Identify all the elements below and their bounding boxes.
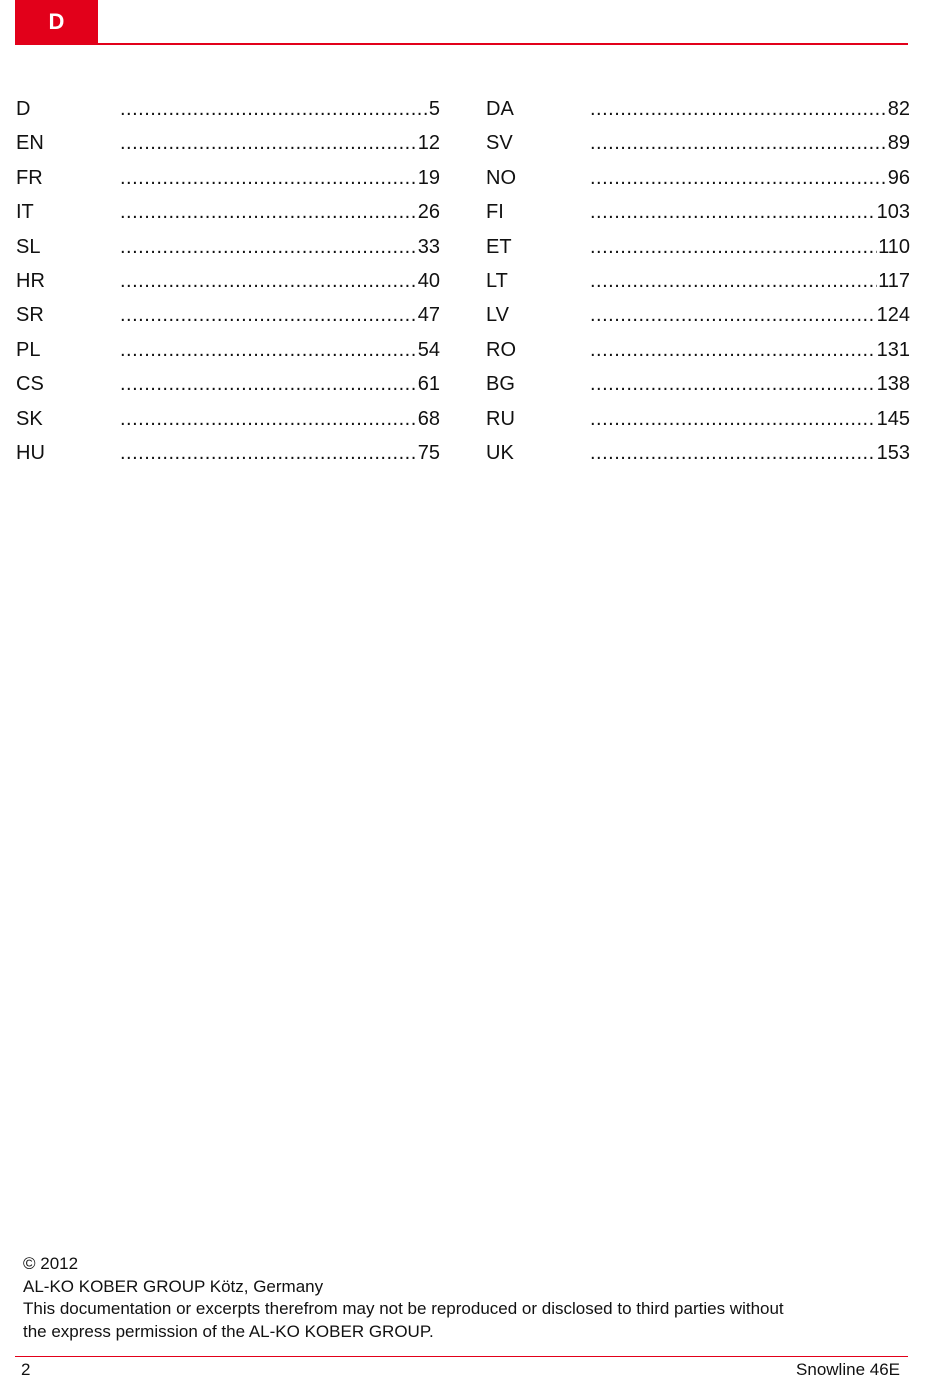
toc-leader-dots xyxy=(590,367,876,401)
toc-page-number: 12 xyxy=(417,132,440,155)
toc-leader-dots xyxy=(120,402,417,436)
toc-entry[interactable] xyxy=(486,333,910,367)
toc-entry[interactable] xyxy=(486,298,910,332)
notice-line-2: the express permission of the AL-KO KOBER GROUP. xyxy=(23,1321,434,1341)
toc-page-number: 33 xyxy=(417,235,440,258)
toc-page-number: 103 xyxy=(876,201,910,224)
toc-page-number: 117 xyxy=(878,269,910,292)
toc-language-code: DA xyxy=(486,98,514,120)
toc-entry[interactable] xyxy=(16,402,440,436)
toc-leader-dots xyxy=(120,161,417,195)
toc-entry[interactable] xyxy=(486,161,910,195)
toc-language-code: SK xyxy=(16,407,43,430)
toc-leader-dots xyxy=(590,92,887,126)
toc-page-number: 131 xyxy=(876,338,910,361)
toc-page-number: 153 xyxy=(876,441,910,464)
toc-language-code: EN xyxy=(16,132,44,155)
toc-language-code: PL xyxy=(16,338,41,361)
toc-language-code: CS xyxy=(16,373,44,396)
toc-page-number: 89 xyxy=(887,132,910,155)
toc-leader-dots xyxy=(590,230,877,264)
toc-leader-dots xyxy=(120,298,417,332)
toc-page-number: 40 xyxy=(417,269,440,292)
toc-entry[interactable] xyxy=(16,126,440,160)
toc-language-code: SV xyxy=(486,132,513,155)
toc-leader-dots xyxy=(120,367,417,401)
toc-page-number: 26 xyxy=(417,201,440,224)
toc-page-number: 75 xyxy=(417,441,440,464)
toc-language-code: LV xyxy=(486,304,509,327)
toc-entry[interactable] xyxy=(16,230,440,264)
toc-leader-dots xyxy=(590,126,887,160)
toc-page-number: 138 xyxy=(876,373,910,396)
toc-language-code: FI xyxy=(486,201,504,224)
footer-divider xyxy=(15,1356,908,1357)
toc-entry[interactable] xyxy=(16,195,440,229)
toc-page-number: 54 xyxy=(417,338,440,361)
toc-language-code: RU xyxy=(486,407,515,430)
toc-language-code: SR xyxy=(16,304,44,327)
toc-entry[interactable] xyxy=(16,367,440,401)
toc-page-number: 82 xyxy=(887,98,910,120)
toc-entry[interactable] xyxy=(486,92,910,126)
toc-leader-dots xyxy=(120,230,417,264)
toc-page-number: 5 xyxy=(428,98,440,120)
toc-language-code: UK xyxy=(486,441,514,464)
toc-leader-dots xyxy=(120,195,417,229)
copyright-text: © 2012 xyxy=(23,1254,79,1273)
toc-right-column xyxy=(486,92,910,470)
toc-entry[interactable] xyxy=(486,195,910,229)
toc-leader-dots xyxy=(120,436,417,470)
language-tab: D xyxy=(15,0,98,43)
toc-language-code: IT xyxy=(16,201,34,224)
toc-language-code: FR xyxy=(16,166,43,189)
toc-leader-dots xyxy=(120,92,428,126)
toc-entry[interactable] xyxy=(486,402,910,436)
toc-language-code: SL xyxy=(16,235,41,258)
toc-left-column xyxy=(16,92,440,470)
toc-language-code: HR xyxy=(16,269,45,292)
toc-page-number: 110 xyxy=(878,235,910,258)
toc-page-number: 96 xyxy=(887,166,910,189)
company-text: AL-KO KOBER GROUP Kötz, Germany xyxy=(23,1276,324,1296)
toc-leader-dots xyxy=(590,402,876,436)
toc-leader-dots xyxy=(590,333,876,367)
toc-leader-dots xyxy=(120,333,417,367)
page-number: 2 xyxy=(21,1360,31,1379)
toc-leader-dots xyxy=(590,298,876,332)
toc-entry[interactable] xyxy=(16,333,440,367)
toc-language-code: ET xyxy=(486,235,512,258)
toc-entry[interactable] xyxy=(16,264,440,298)
toc-entry[interactable] xyxy=(16,298,440,332)
toc-language-code: RO xyxy=(486,338,516,361)
toc-entry[interactable] xyxy=(16,92,440,126)
toc-page-number: 19 xyxy=(417,166,440,189)
toc-language-code: NO xyxy=(486,166,516,189)
toc-entry[interactable] xyxy=(486,367,910,401)
toc-entry[interactable] xyxy=(486,126,910,160)
toc-page-number: 145 xyxy=(876,407,910,430)
toc-language-code: BG xyxy=(486,373,515,396)
toc-entry[interactable] xyxy=(16,436,440,470)
toc-entry[interactable] xyxy=(486,264,910,298)
toc-leader-dots xyxy=(590,195,876,229)
toc-language-code: D xyxy=(16,98,31,120)
toc-leader-dots xyxy=(590,436,876,470)
header-divider xyxy=(15,43,908,45)
toc-leader-dots xyxy=(120,126,417,160)
toc-page-number: 61 xyxy=(417,373,440,396)
toc-entry[interactable] xyxy=(16,161,440,195)
footer-notice xyxy=(23,1253,923,1343)
toc-leader-dots xyxy=(590,161,887,195)
product-name: Snowline 46E xyxy=(796,1360,900,1379)
toc-language-code: LT xyxy=(486,269,508,292)
toc-page-number: 124 xyxy=(876,304,910,327)
toc-leader-dots xyxy=(590,264,877,298)
toc-entry[interactable] xyxy=(486,230,910,264)
toc-entry[interactable] xyxy=(486,436,910,470)
toc-page-number: 47 xyxy=(417,304,440,327)
toc-language-code: HU xyxy=(16,441,45,464)
toc-leader-dots xyxy=(120,264,417,298)
toc-page-number: 68 xyxy=(417,407,440,430)
notice-line-1: This documentation or excerpts therefrom may not be reproduced or disclosed to third parties without xyxy=(23,1299,784,1318)
